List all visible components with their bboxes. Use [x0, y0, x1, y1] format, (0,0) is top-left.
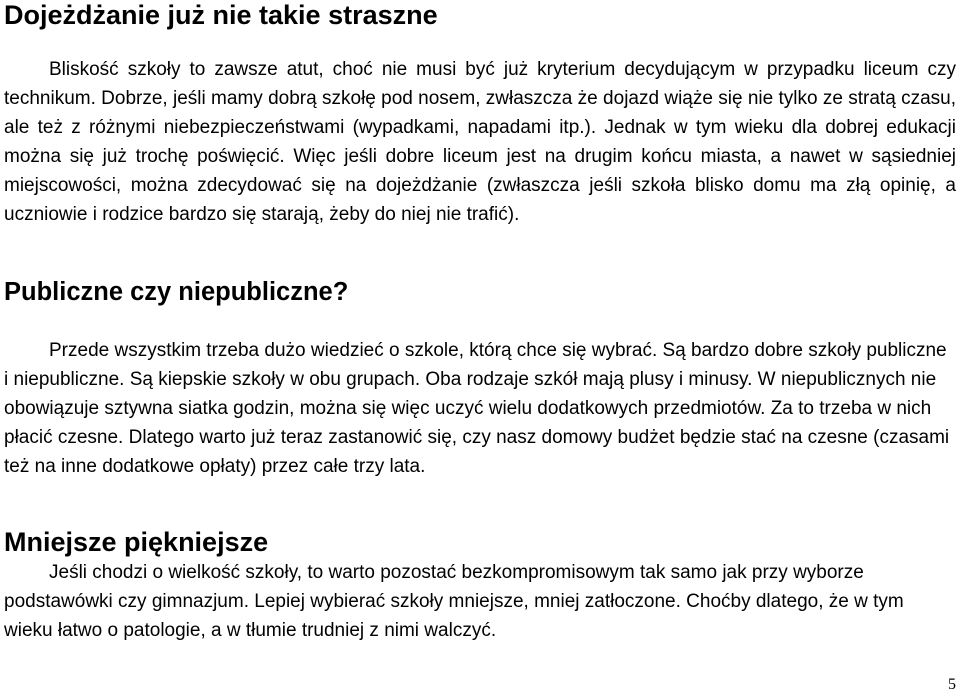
page-number: 5	[948, 676, 956, 693]
section-title-public-private: Publiczne czy niepubliczne?	[4, 278, 349, 306]
section-title-commuting: Dojeżdżanie już nie takie straszne	[4, 0, 438, 30]
section-paragraph-smaller-better: Jeśli chodzi o wielkość szkoły, to warto pozostać bezkompromisowym tak samo jak przy wyborze podstawówki czy gimnazjum. Lepiej wybierać szkoły mniejsze, mniej zatłoczone. Choćby dlatego, że w tym wieku łatwo o patologie, a w tłumie trudniej z nimi walczyć.	[4, 562, 904, 641]
section-paragraph-commuting: Bliskość szkoły to zawsze atut, choć nie musi być już kryterium decydującym w przypadku liceum czy technikum. Dobrze, jeśli mamy dobrą szkołę pod nosem, zwłaszcza że dojazd wiąże się nie tylko ze stratą czasu, ale też z różnymi niebezpieczeństwami (wypadkami, napadami itp.). Jednak w tym wieku dla dobrej edukacji można się już trochę poświęcić. Więc jeśli dobre liceum jest na drugim końcu miasta, a nawet w sąsiedniej miejscowości, można zdecydować się na dojeżdżanie (zwłaszcza jeśli szkoła blisko domu ma złą opinię, a uczniowie i rodzice bardzo się starają, żeby do niej nie trafić).	[4, 59, 956, 225]
section-paragraph-public-private: Przede wszystkim trzeba dużo wiedzieć o szkole, którą chce się wybrać. Są bardzo dobre szkoły publiczne i niepubliczne. Są kiepskie szkoły w obu grupach. Oba rodzaje szkół mają plusy i minusy. W niepublicznych nie obowiązuje sztywna siatka godzin, można się więc uczyć wielu dodatkowych przedmiotów. Za to trzeba w nich płacić czesne. Dlatego warto już teraz zastanowić się, czy nasz domowy budżet będzie stać na czesne (czasami też na inne dodatkowe opłaty) przez całe trzy lata.	[4, 340, 950, 477]
section-title-smaller-better: Mniejsze piękniejsze	[4, 527, 269, 557]
